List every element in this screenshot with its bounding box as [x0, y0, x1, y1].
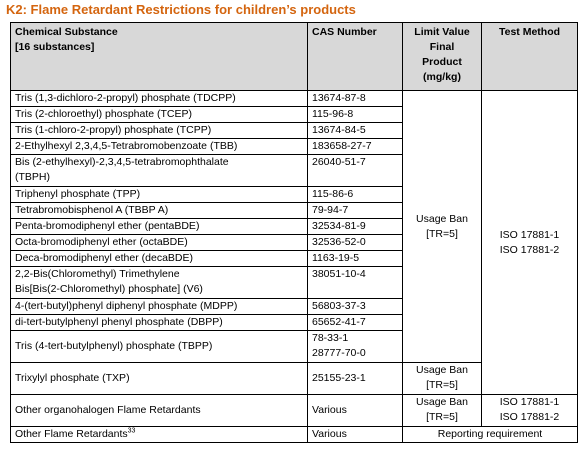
- test-method-cell: [482, 91, 578, 395]
- limit-value-cell: [403, 363, 482, 395]
- substance-cell: Other organohalogen Flame Retardants: [11, 395, 308, 427]
- substance-cell: Tris (2-chloroethyl) phosphate (TCEP): [11, 107, 308, 123]
- substance-cell: Octa-bromodiphenyl ether (octaBDE): [11, 235, 308, 251]
- table-row: [11, 427, 578, 443]
- test-method-line: ISO 17881-1: [499, 396, 560, 408]
- header-cas-number: [308, 23, 403, 91]
- cas-cell: 25155-23-1: [308, 363, 403, 395]
- section-title: K2: Flame Retardant Restrictions for children’s products: [6, 2, 356, 17]
- header-row: [11, 23, 578, 91]
- header-limit-value: [403, 23, 482, 91]
- cas-cell: Various: [308, 395, 403, 427]
- substance-cell: Tetrabromobisphenol A (TBBP A): [11, 203, 308, 219]
- header-limit-line: Product: [422, 56, 462, 68]
- table-row: [11, 395, 578, 427]
- limit-value-line: [TR=5]: [426, 227, 458, 240]
- cas-cell: 56803-37-3: [308, 299, 403, 315]
- limit-value-line: Usage Ban: [416, 396, 468, 408]
- header-limit-line: (mg/kg): [423, 71, 461, 83]
- substance-cell: 2-Ethylhexyl 2,3,4,5-Tetrabromobenzoate (TBB): [11, 139, 308, 155]
- substance-line: 2,2-Bis(Chloromethyl) Trimethylene: [15, 268, 180, 280]
- limit-value-line: [TR=5]: [426, 379, 458, 391]
- flame-retardant-table: [10, 22, 578, 443]
- cas-cell: 38051-10-4: [308, 267, 403, 299]
- cas-cell: [308, 331, 403, 363]
- substance-cell: 4-(tert-butyl)phenyl diphenyl phosphate (MDPP): [11, 299, 308, 315]
- cas-cell: 115-96-8: [308, 107, 403, 123]
- substance-cell: [11, 267, 308, 299]
- substance-cell: Tris (1,3-dichloro-2-propyl) phosphate (TDCPP): [11, 91, 308, 107]
- limit-value-cell: [403, 395, 482, 427]
- substance-cell: [11, 427, 308, 443]
- cas-cell: 65652-41-7: [308, 315, 403, 331]
- header-limit-line: Limit Value: [414, 26, 470, 38]
- cas-cell: 26040-51-7: [308, 155, 403, 187]
- header-limit-line: Final: [429, 41, 455, 53]
- header-substance-label: Chemical Substance: [15, 26, 118, 38]
- test-method-line: ISO 17881-2: [499, 243, 560, 256]
- limit-value-line: Usage Ban: [416, 212, 468, 225]
- footnote-marker: 33: [127, 427, 136, 435]
- substance-cell: Penta-bromodiphenyl ether (pentaBDE): [11, 219, 308, 235]
- substance-line: Bis[Bis(2-Chloromethyl) phosphate] (V6): [15, 283, 203, 295]
- limit-value-cell: [403, 91, 482, 363]
- substance-cell: [11, 155, 308, 187]
- reporting-requirement-cell: Reporting requirement: [403, 427, 578, 443]
- test-method-cell: [482, 395, 578, 427]
- cas-cell: 32534-81-9: [308, 219, 403, 235]
- header-test-label: Test Method: [498, 26, 561, 38]
- cas-cell: 32536-52-0: [308, 235, 403, 251]
- test-method-line: ISO 17881-2: [499, 411, 560, 423]
- substance-cell: di-tert-butylphenyl phenyl phosphate (DBPP): [11, 315, 308, 331]
- limit-value-line: Usage Ban: [416, 364, 468, 376]
- cas-cell: 115-86-6: [308, 187, 403, 203]
- cas-line: 78-33-1: [312, 332, 349, 344]
- header-chemical-substance: [11, 23, 308, 91]
- header-substance-count: [16 substances]: [15, 41, 95, 53]
- substance-label: Other Flame Retardants: [15, 428, 128, 440]
- substance-line: Bis (2-ethylhexyl)-2,3,4,5-tetrabromophthalate: [15, 156, 229, 168]
- substance-cell: Triphenyl phosphate (TPP): [11, 187, 308, 203]
- cas-cell: Various: [308, 427, 403, 443]
- table-row: [11, 91, 578, 107]
- cas-cell: 13674-84-5: [308, 123, 403, 139]
- cas-cell: 183658-27-7: [308, 139, 403, 155]
- cas-cell: 79-94-7: [308, 203, 403, 219]
- substance-cell: Trixylyl phosphate (TXP): [11, 363, 308, 395]
- header-test-method: [482, 23, 578, 91]
- test-method-line: ISO 17881-1: [499, 228, 560, 241]
- header-cas-label: CAS Number: [312, 26, 377, 38]
- substance-cell: Deca-bromodiphenyl ether (decaBDE): [11, 251, 308, 267]
- cas-cell: 13674-87-8: [308, 91, 403, 107]
- limit-value-line: [TR=5]: [426, 411, 458, 423]
- cas-cell: 1163-19-5: [308, 251, 403, 267]
- substance-cell: Tris (1-chloro-2-propyl) phosphate (TCPP): [11, 123, 308, 139]
- substance-cell: Tris (4-tert-butylphenyl) phosphate (TBPP): [11, 331, 308, 363]
- cas-line: 28777-70-0: [312, 347, 366, 359]
- substance-line: (TBPH): [15, 171, 50, 183]
